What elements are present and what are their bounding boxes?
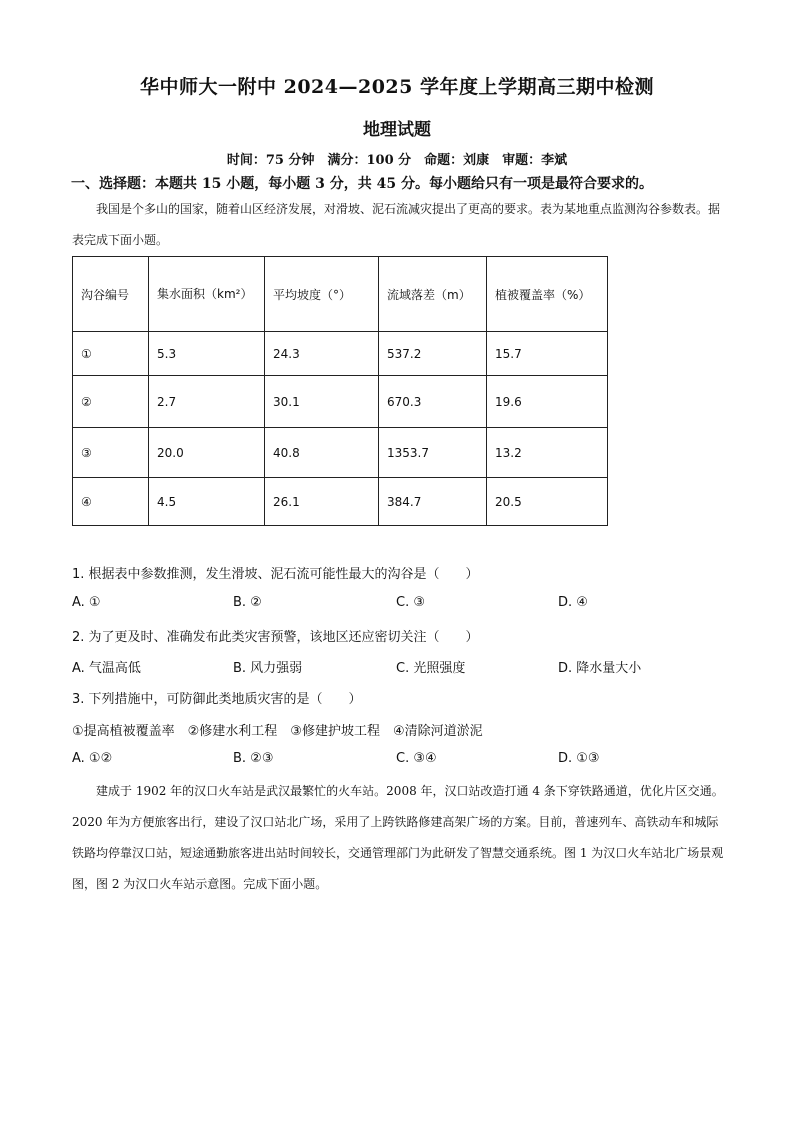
q2-option-d: D. 降水量大小 — [558, 661, 642, 676]
table-header-cell: 集水面积（km²） — [149, 257, 265, 332]
table-cell: 5.3 — [149, 332, 265, 376]
exam-title: 华中师大一附中 2024—2025 学年度上学期高三期中检测 — [140, 76, 654, 98]
table-cell: ② — [73, 376, 149, 428]
table-cell: 537.2 — [379, 332, 487, 376]
table-cell: 30.1 — [265, 376, 379, 428]
q2-option-b: B. 风力强弱 — [233, 661, 303, 676]
q3-option-a: A. ①② — [72, 751, 113, 766]
q1-option-d: D. ④ — [558, 595, 588, 610]
exam-meta: 时间：75 分钟 满分：100 分 命题：刘康 审题：李斌 — [226, 153, 568, 168]
q3-option-d: D. ①③ — [558, 751, 600, 766]
table-cell: 19.6 — [487, 376, 608, 428]
table-cell: 24.3 — [265, 332, 379, 376]
section-heading: 一、选择题：本题共 15 小题，每小题 3 分，共 45 分。每小题给只有一项是最符合要求的。 — [71, 176, 653, 192]
q1-option-a: A. ① — [72, 595, 101, 610]
table-cell: 20.0 — [149, 428, 265, 478]
table-row — [73, 428, 608, 478]
table-row — [73, 332, 608, 376]
table-header-cell: 平均坡度（°） — [265, 257, 379, 332]
q1-option-b: B. ② — [233, 595, 262, 610]
exam-subtitle: 地理试题 — [363, 120, 431, 140]
q1-option-c: C. ③ — [396, 595, 425, 610]
table-cell: 4.5 — [149, 478, 265, 526]
table-cell: ③ — [73, 428, 149, 478]
table-cell: 670.3 — [379, 376, 487, 428]
table-header-cell: 流域落差（m） — [379, 257, 487, 332]
question-1-stem: 1. 根据表中参数推测，发生滑坡、泥石流可能性最大的沟谷是（ ） — [72, 567, 479, 582]
table-header-cell: 沟谷编号 — [73, 257, 149, 332]
q3-statements: ①提高植被覆盖率 ②修建水利工程 ③修建护坡工程 ④清除河道淤泥 — [72, 724, 483, 739]
q2-option-a: A. 气温高低 — [72, 661, 141, 676]
table-cell: 13.2 — [487, 428, 608, 478]
table-cell: 2.7 — [149, 376, 265, 428]
q2-option-c: C. 光照强度 — [396, 661, 466, 676]
table-header-row — [73, 257, 608, 332]
table-cell: 15.7 — [487, 332, 608, 376]
table-cell: 1353.7 — [379, 428, 487, 478]
intro-paragraph: 我国是个多山的国家，随着山区经济发展，对滑坡、泥石流减灾提出了更高的要求。表为某地重点监测沟谷参数表。据表完成下面小题。 — [72, 202, 721, 247]
question-3-stem: 3. 下列措施中，可防御此类地质灾害的是（ ） — [72, 692, 362, 707]
table-cell: 384.7 — [379, 478, 487, 526]
table-cell: ④ — [73, 478, 149, 526]
table-row — [73, 478, 608, 526]
table-cell: 40.8 — [265, 428, 379, 478]
q3-option-b: B. ②③ — [233, 751, 274, 766]
table-cell: ① — [73, 332, 149, 376]
table-row — [73, 376, 608, 428]
gully-parameter-table — [72, 256, 608, 526]
passage-hankou-station: 建成于 1902 年的汉口火车站是武汉最繁忙的火车站。2008 年，汉口站改造打通 4 条下穿铁路通道，优化片区交通。2020 年为方便旅客出行，建设了汉口站北广场，采用了上跨铁路修建高架广场的方案。目前，普速列车、高铁动车和城际铁路均停靠汉口站，短途通勤旅客进出站时间较长，交通管理部门为此研发了智慧交通系统。图 1 为汉口火车站北广场景观图，图 2 为汉口火车站示意图。完成下面小题。 — [72, 784, 724, 891]
table-header-cell: 植被覆盖率（%） — [487, 257, 608, 332]
question-2-stem: 2. 为了更及时、准确发布此类灾害预警，该地区还应密切关注（ ） — [72, 630, 479, 645]
table-cell: 26.1 — [265, 478, 379, 526]
q3-option-c: C. ③④ — [396, 751, 437, 766]
table-cell: 20.5 — [487, 478, 608, 526]
